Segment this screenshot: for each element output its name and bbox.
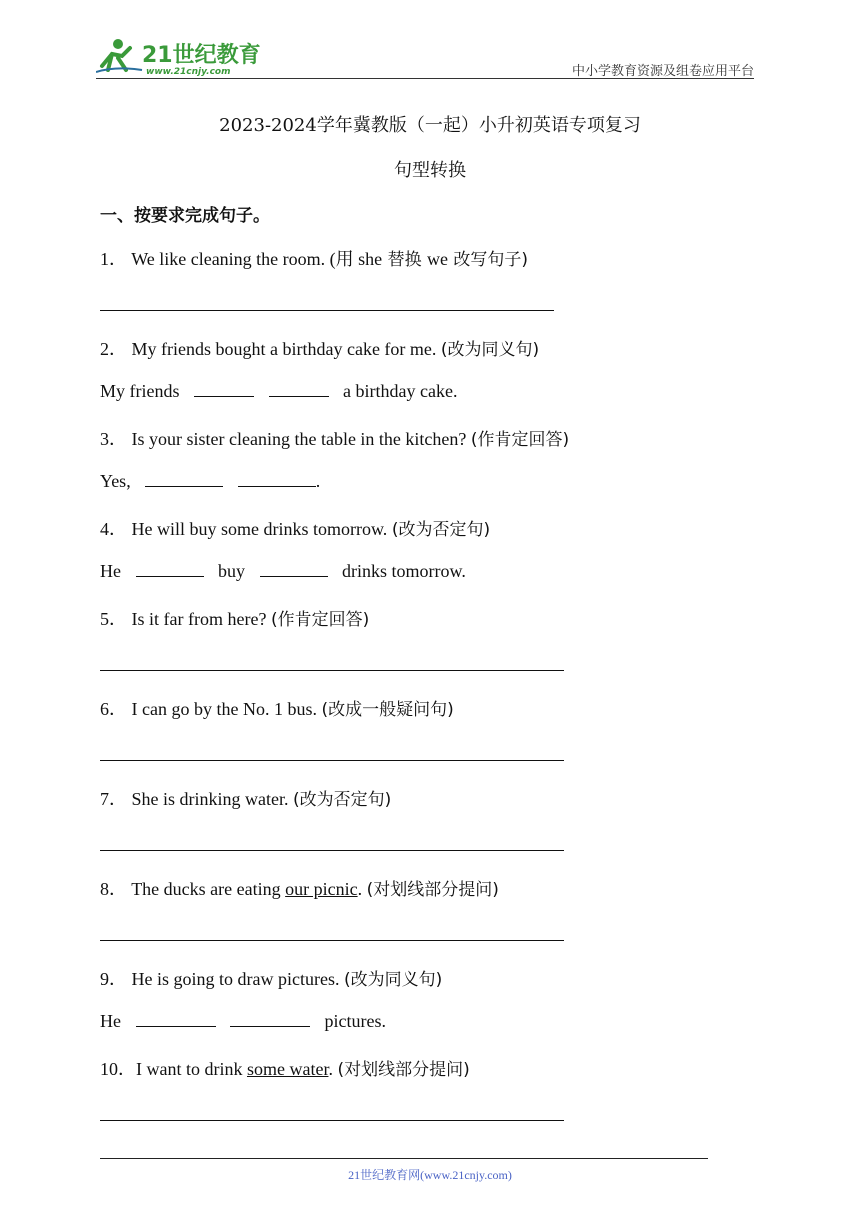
- underlined-phrase: our picnic: [285, 879, 358, 899]
- footer-link[interactable]: 21世纪教育网(www.21cnjy.com): [348, 1168, 512, 1182]
- answer-row-2: [100, 380, 457, 402]
- question-text: Is your sister cleaning the table in the kitchen?: [131, 429, 471, 449]
- answer-middle: buy: [218, 561, 245, 581]
- question-text: .: [328, 1059, 338, 1079]
- answer-prefix: My friends: [100, 381, 180, 401]
- answer-suffix: pictures.: [324, 1011, 386, 1031]
- question-number: 5．: [100, 609, 127, 629]
- question-instruction: (改成一般疑问句): [321, 700, 454, 720]
- question-8: [100, 875, 499, 901]
- answer-row-4: [100, 560, 466, 582]
- question-instruction: 改写句子): [447, 250, 529, 270]
- question-5: [100, 605, 369, 631]
- answer-line-10[interactable]: [100, 1120, 564, 1121]
- answer-blank[interactable]: [238, 470, 316, 487]
- section-heading: 一、按要求完成句子。: [100, 206, 270, 226]
- answer-line-6[interactable]: [100, 760, 564, 761]
- underlined-phrase: some water: [246, 1059, 329, 1079]
- question-instruction: (改为否定句): [391, 520, 491, 540]
- question-number: 2．: [100, 339, 127, 359]
- question-text: She is drinking water.: [131, 789, 293, 809]
- answer-row-9: [100, 1010, 386, 1032]
- question-6: [100, 695, 454, 721]
- question-text: We like cleaning the room. (用: [131, 249, 359, 269]
- logo-text: 21世纪教育: [142, 43, 261, 68]
- document-subtitle: 句型转换: [394, 160, 466, 181]
- question-1: [100, 245, 528, 271]
- question-number: 10．: [100, 1059, 136, 1079]
- question-7: [100, 785, 391, 811]
- answer-blank[interactable]: [136, 1010, 216, 1027]
- question-text: My friends bought a birthday cake for me.: [131, 339, 441, 359]
- header-divider: [96, 78, 754, 79]
- question-number: 8．: [100, 879, 127, 899]
- question-number: 4．: [100, 519, 127, 539]
- answer-prefix: He: [100, 1011, 121, 1031]
- question-2: [100, 335, 539, 361]
- question-instruction: (作肯定回答): [470, 430, 570, 450]
- answer-suffix: drinks tomorrow.: [342, 561, 466, 581]
- question-text: The ducks are eating: [131, 879, 286, 899]
- question-10: [100, 1055, 470, 1081]
- question-text: I want to drink: [136, 1059, 247, 1079]
- footer-divider: [100, 1158, 708, 1159]
- answer-line-8[interactable]: [100, 940, 564, 941]
- question-number: 3．: [100, 429, 127, 449]
- answer-blank[interactable]: [194, 380, 254, 397]
- answer-blank[interactable]: [269, 380, 329, 397]
- answer-row-3: [100, 470, 320, 492]
- answer-prefix: He: [100, 561, 121, 581]
- question-text: I can go by the No. 1 bus.: [131, 699, 322, 719]
- question-3: [100, 425, 569, 451]
- answer-line-7[interactable]: [100, 850, 564, 851]
- header-platform-text: 中小学教育资源及组卷应用平台: [571, 64, 754, 79]
- question-number: 9．: [100, 969, 127, 989]
- question-number: 1．: [100, 249, 127, 269]
- question-instruction: (对划线部分提问): [366, 880, 499, 900]
- question-text: He is going to draw pictures.: [131, 969, 344, 989]
- question-instruction: 替换: [382, 250, 427, 270]
- question-text: .: [357, 879, 367, 899]
- question-instruction: (改为同义句): [343, 970, 443, 990]
- question-word: we: [426, 249, 448, 269]
- answer-suffix: a birthday cake.: [343, 381, 458, 401]
- question-instruction: (改为否定句): [292, 790, 392, 810]
- site-logo: [96, 36, 266, 80]
- runner-icon: [96, 39, 142, 72]
- question-instruction: (改为同义句): [440, 340, 540, 360]
- answer-line-1[interactable]: [100, 310, 554, 311]
- document-title: 2023-2024学年冀教版（一起）小升初英语专项复习: [219, 115, 641, 136]
- answer-suffix: .: [315, 471, 321, 491]
- question-text: Is it far from here?: [131, 609, 271, 629]
- answer-blank[interactable]: [260, 560, 328, 577]
- answer-line-5[interactable]: [100, 670, 564, 671]
- question-number: 7．: [100, 789, 127, 809]
- question-number: 6．: [100, 699, 127, 719]
- question-text: He will buy some drinks tomorrow.: [131, 519, 392, 539]
- question-9: [100, 965, 442, 991]
- question-4: [100, 515, 490, 541]
- question-instruction: (作肯定回答): [270, 610, 370, 630]
- answer-blank[interactable]: [230, 1010, 310, 1027]
- answer-blank[interactable]: [145, 470, 223, 487]
- question-word: she: [358, 249, 383, 269]
- answer-prefix: Yes,: [100, 471, 131, 491]
- logo-url: www.21cnjy.com: [146, 67, 231, 77]
- answer-blank[interactable]: [136, 560, 204, 577]
- question-instruction: (对划线部分提问): [337, 1060, 470, 1080]
